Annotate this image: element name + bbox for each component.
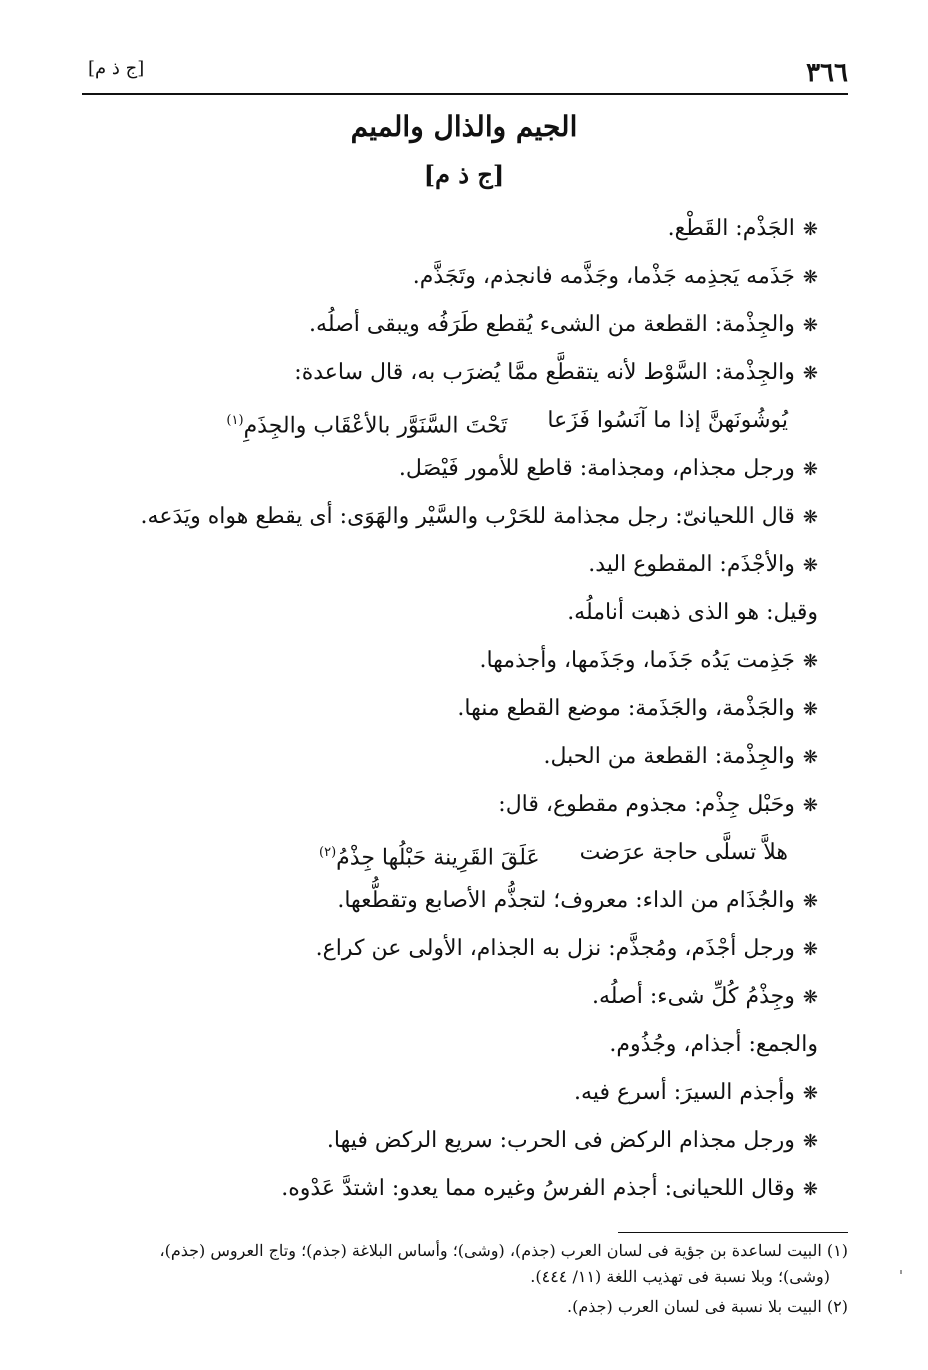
asterism-icon: ❋: [802, 651, 818, 672]
asterism-icon: ❋: [802, 1083, 818, 1104]
entry-text: وقيل: هو الذى ذهبت أناملُه.: [567, 600, 818, 625]
verse-hemistich-1: هلاَّ تسلَّى حاجة عرَضت: [579, 840, 788, 865]
entry-line: [60, 685, 818, 733]
footnote-1a: (١) البيت لساعدة بن جؤية فى لسان العرب (جذم)، (وشى)؛ وأساس البلاغة (جذم)؛ وتاج العروس (جذم)،: [159, 1241, 848, 1260]
asterism-icon: ❋: [802, 219, 818, 240]
entry-line: [60, 349, 818, 397]
entry-lines: [60, 205, 818, 1213]
entry-text: والجَذْمة، والجَذَمة: موضع القطع منها.: [457, 696, 795, 721]
entry-text: ورجل مجذام، ومجذامة: قاطع للأمور فَيْصَل.: [398, 456, 795, 481]
entry-text: الجَذْم: القَطْع.: [667, 216, 795, 241]
entry-line: [60, 973, 818, 1021]
entry-line: [60, 445, 818, 493]
verse-hemistich-2: [226, 397, 507, 445]
asterism-icon: ❋: [802, 507, 818, 528]
asterism-icon: ❋: [802, 459, 818, 480]
chapter-title: الجيم والذال والميم: [350, 110, 578, 143]
asterism-icon: ❋: [802, 315, 818, 336]
entry-line: [60, 1165, 818, 1213]
header-rule: [82, 93, 848, 95]
entry-text: جَذِمت يَدُه جَذَما، وجَذَمها، وأجذمها.: [479, 648, 795, 673]
asterism-icon: ❋: [802, 699, 818, 720]
footnote-ref: (٢): [319, 845, 337, 860]
footnote-2: (٢) البيت بلا نسبة فى لسان العرب (جذم).: [567, 1297, 848, 1316]
entry-text: والجُذَام من الداء: معروف؛ لتجذُّم الأصابع وتقطُّعها.: [337, 888, 795, 913]
entry-text: قال اللحيانىّ: رجل مجذامة للحَرْب والسَّيْر والهَوَى: أى يقطع هواه ويَدَعه.: [140, 504, 795, 529]
entry-line: [60, 733, 818, 781]
entry-line: [60, 253, 818, 301]
entry-text: جَذَمه يَجذِمه جَذْما، وجَذَّمه فانجذم، وتَجَذَّم.: [412, 264, 795, 289]
asterism-icon: ❋: [802, 363, 818, 384]
asterism-icon: ❋: [802, 1179, 818, 1200]
asterism-icon: ❋: [802, 555, 818, 576]
entry-text: وأجذم السيرَ: أسرع فيه.: [574, 1080, 795, 1105]
entry-line: [60, 301, 818, 349]
entry-text: والأجْذَم: المقطوع اليد.: [588, 552, 795, 577]
entry-text: والجِذْمة: السَّوْط لأنه يتقطَّع ممَّا يُضرَب به، قال ساعدة:: [294, 360, 795, 385]
entry-text: والجِذْمة: القطعة من الشىء يُقطع طَرَفُه ويبقى أصلُه.: [309, 312, 795, 337]
entry-line: [60, 925, 818, 973]
entry-text: وجِذْمُ كُلِّ شىء: أصلُه.: [592, 984, 795, 1009]
verse-hemistich-2-text: عَلَقَ القَرِينة حَبْلُها جِذْمُ: [336, 845, 540, 871]
entry-text: ورجل أجْذَم، ومُجذَّم: نزل به الجذام، الأولى عن كراع.: [315, 936, 795, 961]
verse-hemistich-2-text: تَحْتَ السَّنَوَّر بالأعْقَاب والجِذَمِ: [243, 413, 508, 439]
entry-line: [60, 589, 818, 637]
footnote-rule: [618, 1232, 848, 1233]
entry-line: [60, 637, 818, 685]
footnote-ref: (١): [226, 413, 244, 428]
verse-line: [60, 829, 818, 877]
entry-text: والجِذْمة: القطعة من الحبل.: [543, 744, 795, 769]
entry-line: [60, 1069, 818, 1117]
asterism-icon: ❋: [802, 939, 818, 960]
asterism-icon: ❋: [802, 987, 818, 1008]
entry-text: ورجل مجذام الركض فى الحرب: سريع الركض فيها.: [326, 1128, 795, 1153]
entry-line: [60, 493, 818, 541]
root-tag: [ج ذ م]: [88, 58, 145, 79]
asterism-icon: ❋: [802, 1131, 818, 1152]
entry-line: [60, 1117, 818, 1165]
entry-text: والجمع: أجذام، وجُذُوم.: [609, 1032, 818, 1057]
entry-line: [60, 1021, 818, 1069]
entry-line: [60, 781, 818, 829]
scan-speck: [900, 1270, 902, 1274]
verse-line: [60, 397, 818, 445]
asterism-icon: ❋: [802, 747, 818, 768]
section-title: [ج ذ م]: [423, 160, 505, 189]
asterism-icon: ❋: [802, 267, 818, 288]
entry-text: وقال اللحيانى: أجذم الفرسُ وغيره مما يعدو: اشتدَّ عَدْوه.: [281, 1176, 795, 1201]
entry-line: [60, 541, 818, 589]
verse-hemistich-2: [319, 829, 540, 877]
asterism-icon: ❋: [802, 891, 818, 912]
entry-line: [60, 877, 818, 925]
verse-hemistich-1: يُوشُونَهنَّ إذا ما آنَسُوا فَزَعا: [547, 408, 788, 433]
page-number: ٣٦٦: [806, 58, 848, 88]
entry-line: [60, 205, 818, 253]
entry-text: وحَبْل جِذْم: مجذوم مقطوع، قال:: [498, 792, 795, 817]
asterism-icon: ❋: [802, 795, 818, 816]
footnote-1b: (وشى)؛ وبلا نسبة فى تهذيب اللغة (١١/ ٤٤٤).: [530, 1267, 830, 1286]
